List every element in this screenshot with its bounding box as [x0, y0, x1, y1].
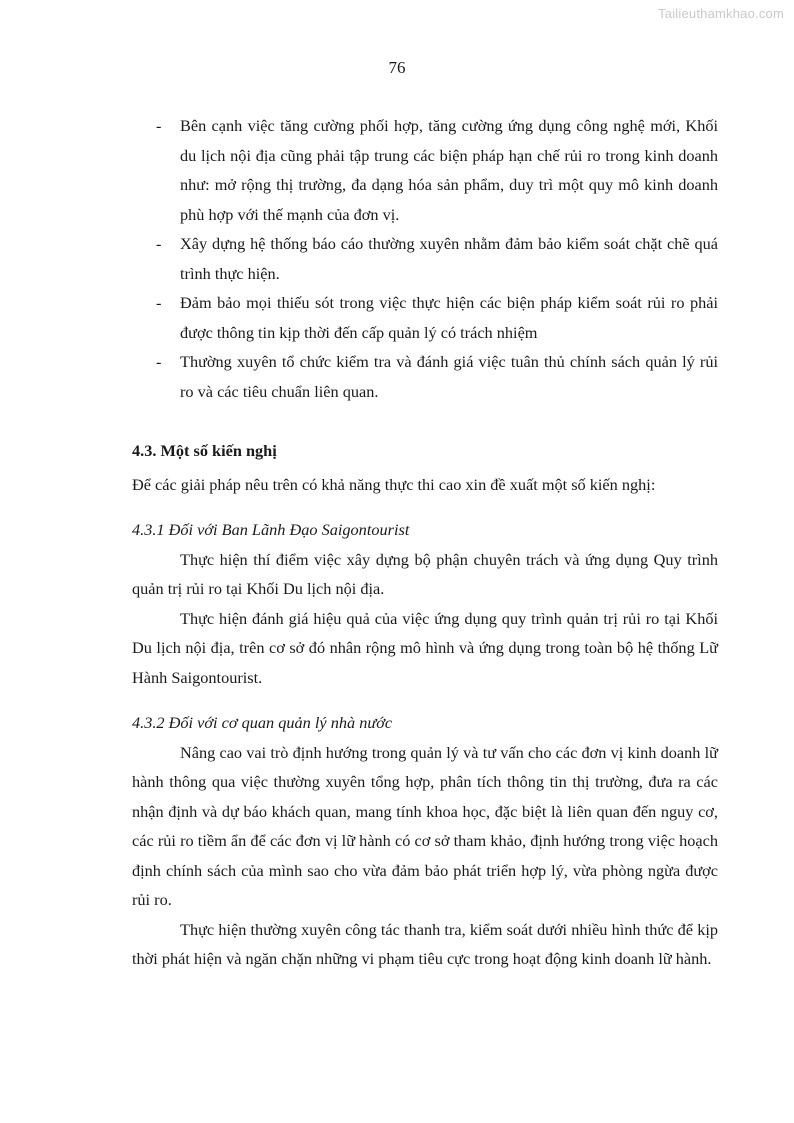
bullet-item: [132, 229, 718, 288]
document-body: [132, 111, 718, 974]
bullet-marker: -: [156, 116, 162, 135]
bullet-marker: -: [156, 293, 162, 312]
bullet-item: [132, 111, 718, 229]
subsection-heading-state-agencies: 4.3.2 Đối với cơ quan quản lý nhà nước: [132, 713, 393, 732]
bullet-text: Thường xuyên tổ chức kiểm tra và đánh giá việc tuân thủ chính sách quản lý rủi ro và các tiêu chuẩn liên quan.: [180, 352, 718, 401]
subsection-heading-leadership: 4.3.1 Đối với Ban Lãnh Đạo Saigontourist: [132, 520, 410, 539]
section-heading: 4.3. Một số kiến nghị: [132, 441, 277, 460]
bullet-text: Xây dựng hệ thống báo cáo thường xuyên nhằm đảm bảo kiểm soát chặt chẽ quá trình thực hiện.: [180, 234, 718, 283]
page-number: 76: [388, 58, 406, 77]
bullet-marker: -: [156, 352, 162, 371]
bullet-marker: -: [156, 234, 162, 253]
watermark: Tailieuthamkhao.com: [658, 6, 784, 21]
paragraph: Thực hiện thường xuyên công tác thanh tra, kiểm soát dưới nhiều hình thức để kịp thời phát hiện và ngăn chặn những vi phạm tiêu cực trong hoạt động kinh doanh lữ hành.: [132, 919, 718, 968]
bullet-text: Bên cạnh việc tăng cường phối hợp, tăng cường ứng dụng công nghệ mới, Khối du lịch nội địa cũng phải tập trung các biện pháp hạn chế rủi ro trong kinh doanh như: mở rộng thị trường, đa dạng hóa sản phẩm, duy trì một quy mô kinh doanh phù hợp với thế mạnh của đơn vị.: [180, 116, 718, 224]
section-intro: Để các giải pháp nêu trên có khả năng thực thi cao xin đề xuất một số kiến nghị:: [132, 474, 656, 494]
paragraph: Thực hiện đánh giá hiệu quả của việc ứng dụng quy trình quản trị rủi ro tại Khối Du lịch nội địa, trên cơ sở đó nhân rộng mô hình và ứng dụng trong toàn bộ hệ thống Lữ Hành Saigontourist.: [132, 608, 718, 687]
bullet-item: [132, 288, 718, 347]
paragraph: Nâng cao vai trò định hướng trong quản lý và tư vấn cho các đơn vị kinh doanh lữ hành thông qua việc thường xuyên tổng hợp, phân tích thông tin thị trường, đưa ra các nhận định và dự báo khách quan, mang tính khoa học, đặc biệt là liên quan đến nguy cơ, các rủi ro tiềm ẩn để các đơn vị lữ hành có cơ sở tham khảo, định hướng trong việc hoạch định chính sách của mình sao cho vừa đảm bảo phát triển hợp lý, vừa phòng ngừa được rủi ro.: [132, 742, 718, 909]
bullet-item: [132, 347, 718, 406]
bullet-text: Đảm bảo mọi thiếu sót trong việc thực hiện các biện pháp kiểm soát rủi ro phải được thông tin kịp thời đến cấp quản lý có trách nhiệm: [180, 293, 718, 342]
paragraph: Thực hiện thí điểm việc xây dựng bộ phận chuyên trách và ứng dụng Quy trình quản trị rủi ro tại Khối Du lịch nội địa.: [132, 549, 718, 598]
